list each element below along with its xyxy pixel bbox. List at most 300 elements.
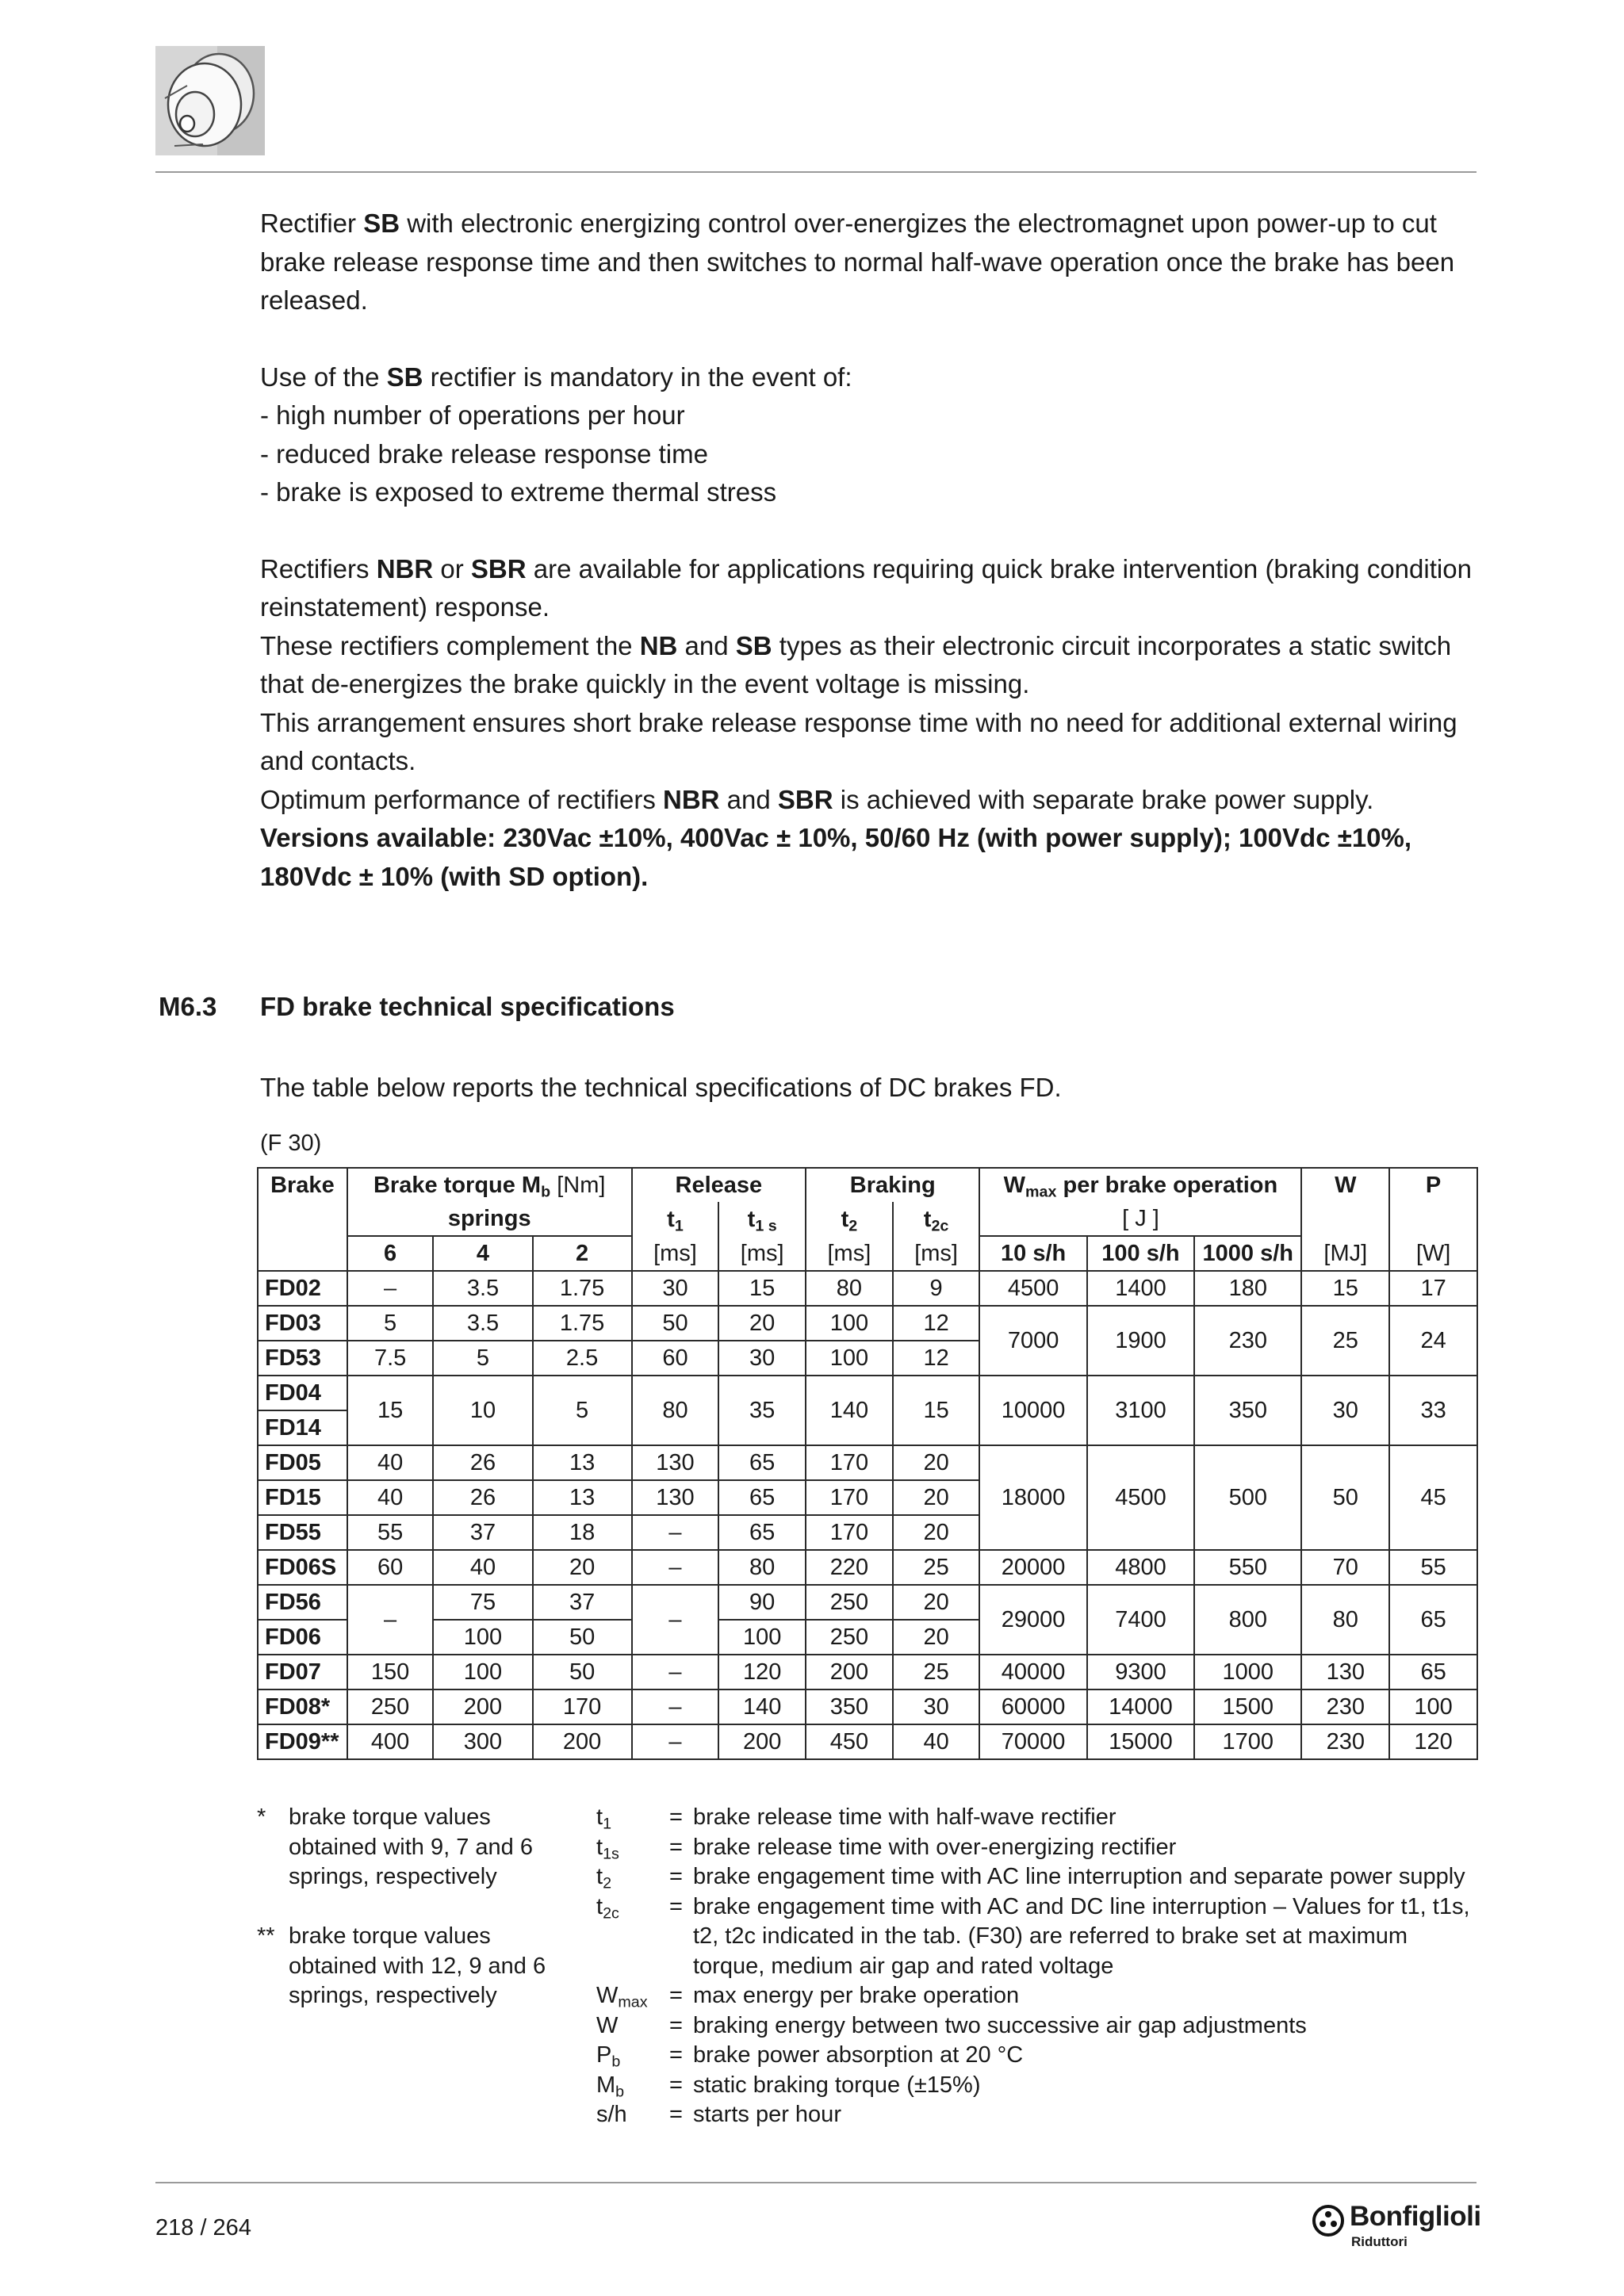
table-cell: 400	[347, 1724, 434, 1759]
table-cell: 5	[433, 1341, 532, 1376]
paragraph-arrangement: This arrangement ensures short brake release response time with no need for additional external wiring and contacts.	[260, 707, 1457, 775]
text-run: Brake torque M	[373, 1173, 542, 1198]
table-cell: 15	[1301, 1271, 1389, 1306]
brand-name: Bonfiglioli	[1350, 2201, 1481, 2232]
brake-model-cell: FD09**	[258, 1724, 347, 1759]
table-cell: 55	[347, 1515, 434, 1550]
table-cell: 50	[632, 1306, 719, 1341]
bold-term: SB	[735, 630, 772, 660]
text-run: These rectifiers complement the	[260, 630, 640, 660]
table-cell: 35	[718, 1376, 806, 1445]
table-cell: 350	[1194, 1376, 1301, 1445]
text-run: Optimum performance of rectifiers	[260, 784, 663, 814]
table-cell: –	[632, 1550, 719, 1585]
header-springs-6: 6	[347, 1236, 434, 1271]
table-cell: –	[632, 1689, 719, 1724]
table-cell: 1900	[1087, 1306, 1194, 1376]
header-unit-mj: [MJ]	[1301, 1236, 1389, 1271]
table-cell: 150	[347, 1655, 434, 1689]
legend-equals: =	[669, 1893, 683, 1919]
subscript: 2	[848, 1217, 858, 1235]
text-run: Rectifier	[260, 209, 364, 238]
table-cell: 50	[533, 1620, 632, 1655]
header-springs-2: 2	[533, 1236, 632, 1271]
legend-symbol	[596, 2100, 669, 2130]
table-cell: 13	[533, 1480, 632, 1515]
table-cell: 250	[347, 1689, 434, 1724]
table-cell: 15	[893, 1376, 980, 1445]
table-cell: 55	[1389, 1550, 1477, 1585]
legend-description: braking energy between two successive air gap adjustments	[693, 2012, 1307, 2038]
legend-entry	[596, 1981, 1484, 2011]
table-cell: 20	[893, 1515, 980, 1550]
table-row	[258, 1655, 1477, 1689]
table-cell: 20	[893, 1585, 980, 1620]
paragraph-nbr-sbr	[260, 550, 1481, 627]
table-cell: 550	[1194, 1550, 1301, 1585]
legend-equals: =	[669, 2042, 683, 2068]
table-cell: –	[632, 1515, 719, 1550]
text-run: are available for applications requiring quick brake intervention (braking condition reinstatement) response.	[260, 553, 1472, 622]
text-run: s/h	[596, 2102, 627, 2127]
table-cell: –	[347, 1585, 434, 1655]
table-cell: 3100	[1087, 1376, 1194, 1445]
brake-model-cell: FD03	[258, 1306, 347, 1341]
header-unit-ms: [ms]	[632, 1236, 719, 1271]
text-run: t	[923, 1206, 932, 1232]
table-cell: 230	[1301, 1724, 1389, 1759]
table-cell: 60000	[979, 1689, 1086, 1724]
header-unit-ms: [ms]	[718, 1236, 806, 1271]
table-cell: 1.75	[533, 1306, 632, 1341]
table-cell: 120	[1389, 1724, 1477, 1759]
subscript: 1	[603, 1815, 612, 1833]
bold-term: NBR	[376, 553, 434, 584]
text-run: Use of the	[260, 362, 387, 392]
list-item: - reduced brake release response time	[260, 438, 708, 469]
brake-model-cell: FD14	[258, 1410, 347, 1445]
table-cell: 80	[806, 1271, 893, 1306]
brake-model-cell: FD15	[258, 1480, 347, 1515]
header-release: Release	[632, 1168, 806, 1202]
table-cell: 65	[718, 1445, 806, 1480]
paragraph-sb-intro	[260, 205, 1481, 320]
legend-description: max energy per brake operation	[693, 1983, 1020, 2008]
text-run: is achieved with separate brake power supply.	[833, 784, 1374, 814]
legend-equals: =	[669, 2072, 683, 2098]
text-run: and	[677, 630, 736, 660]
table-cell: 20	[893, 1620, 980, 1655]
table-cell: 40	[347, 1480, 434, 1515]
table-cell: 7400	[1087, 1585, 1194, 1655]
header-brake-torque	[347, 1168, 632, 1202]
table-cell: 200	[806, 1655, 893, 1689]
table-cell: 37	[433, 1515, 532, 1550]
table-cell: 30	[893, 1689, 980, 1724]
symbol-legend	[596, 1803, 1484, 2130]
brake-model-cell: FD02	[258, 1271, 347, 1306]
footer-rule	[155, 2182, 1477, 2183]
header-rule	[155, 171, 1477, 173]
legend-description: brake engagement time with AC line interruption and separate power supply	[693, 1864, 1465, 1889]
table-cell: 15000	[1087, 1724, 1194, 1759]
legend-entry	[596, 2011, 1484, 2042]
table-cell: 130	[632, 1445, 719, 1480]
subscript: 2c	[931, 1217, 949, 1235]
table-cell: 200	[718, 1724, 806, 1759]
table-cell: 5	[533, 1376, 632, 1445]
table-cell: 1.75	[533, 1271, 632, 1306]
table-cell: 130	[632, 1480, 719, 1515]
table-cell: 65	[1389, 1655, 1477, 1689]
legend-description: static braking torque (±15%)	[693, 2072, 981, 2098]
bold-term: SBR	[470, 553, 527, 584]
subscript: b	[611, 2053, 621, 2071]
table-cell: 12	[893, 1306, 980, 1341]
legend-symbol	[596, 1833, 669, 1863]
table-cell: –	[632, 1724, 719, 1759]
section-title: FD brake technical specifications	[260, 992, 675, 1021]
text-run: Rectifiers	[260, 553, 377, 584]
table-cell: 9	[893, 1271, 980, 1306]
bold-term: SBR	[777, 784, 833, 814]
table-cell: 65	[1389, 1585, 1477, 1655]
bold-term: NB	[639, 630, 678, 660]
header-unit-ms: [ms]	[806, 1236, 893, 1271]
table-header-row	[258, 1236, 1477, 1271]
legend-description: brake power absorption at 20 °C	[693, 2042, 1024, 2068]
table-cell	[1301, 1202, 1389, 1236]
table-cell: 70	[1301, 1550, 1389, 1585]
table-cell: 800	[1194, 1585, 1301, 1655]
table-cell: 10	[433, 1376, 532, 1445]
legend-entry	[596, 1803, 1484, 1833]
table-row	[258, 1376, 1477, 1410]
table-cell: 200	[533, 1724, 632, 1759]
brake-model-cell: FD53	[258, 1341, 347, 1376]
text-run: W	[596, 2012, 619, 2038]
header-springs-4: 4	[433, 1236, 532, 1271]
fd-brake-spec-table	[257, 1167, 1478, 1760]
table-cell: 250	[806, 1585, 893, 1620]
table-cell: 13	[533, 1445, 632, 1480]
brake-model-cell: FD06	[258, 1620, 347, 1655]
header-10sh: 10 s/h	[979, 1236, 1086, 1271]
table-cell: 20	[718, 1306, 806, 1341]
table-cell: 100	[718, 1620, 806, 1655]
brake-model-cell: FD06S	[258, 1550, 347, 1585]
table-cell: 26	[433, 1445, 532, 1480]
page-number: 218 / 264	[155, 2215, 251, 2241]
table-cell: –	[632, 1585, 719, 1655]
table-cell: 140	[718, 1689, 806, 1724]
table-cell: 100	[433, 1655, 532, 1689]
table-cell: 25	[893, 1550, 980, 1585]
subscript: b	[541, 1183, 551, 1201]
table-cell: 80	[632, 1376, 719, 1445]
table-cell: 100	[433, 1620, 532, 1655]
table-cell: 4800	[1087, 1550, 1194, 1585]
table-cell: 170	[533, 1689, 632, 1724]
table-cell: 15	[347, 1376, 434, 1445]
subscript: max	[618, 1993, 648, 2011]
table-cell: 220	[806, 1550, 893, 1585]
table-cell: 60	[632, 1341, 719, 1376]
subscript: max	[1025, 1183, 1057, 1201]
text-run: with electronic energizing control over-energizes the electromagnet upon power-up to cut brake release response time and then switches to normal half-wave operation once the brake has been released.	[260, 209, 1455, 315]
paragraph-complement	[260, 627, 1481, 704]
table-cell: 30	[718, 1341, 806, 1376]
table-header-row	[258, 1202, 1477, 1236]
table-cell	[1389, 1202, 1477, 1236]
table-cell: 25	[1301, 1306, 1389, 1376]
legend-entry	[596, 2100, 1484, 2130]
table-header-row	[258, 1168, 1477, 1202]
table-cell: 40	[347, 1445, 434, 1480]
table-cell: 100	[806, 1341, 893, 1376]
text-run: W	[1003, 1173, 1025, 1198]
text-run: t	[667, 1206, 675, 1232]
table-cell: 1500	[1194, 1689, 1301, 1724]
table-cell: 300	[433, 1724, 532, 1759]
brake-model-cell: FD04	[258, 1376, 347, 1410]
table-cell: 24	[1389, 1306, 1477, 1376]
header-p: P	[1389, 1168, 1477, 1202]
table-cell	[258, 1202, 347, 1236]
table-cell: 20	[893, 1445, 980, 1480]
table-cell: 40000	[979, 1655, 1086, 1689]
table-cell: 90	[718, 1585, 806, 1620]
header-t1	[632, 1202, 719, 1236]
legend-equals: =	[669, 2012, 683, 2038]
legend-equals: =	[669, 1864, 683, 1889]
text-run: t	[596, 1864, 603, 1889]
table-cell: 70000	[979, 1724, 1086, 1759]
text-run: P	[596, 2042, 612, 2068]
brake-motor-icon	[155, 46, 265, 155]
table-cell: 65	[718, 1515, 806, 1550]
table-cell: 20	[893, 1480, 980, 1515]
header-unit-w: [W]	[1389, 1236, 1477, 1271]
table-cell: 130	[1301, 1655, 1389, 1689]
text-run: t	[841, 1206, 849, 1232]
table-cell: 25	[893, 1655, 980, 1689]
brake-model-cell: FD55	[258, 1515, 347, 1550]
table-cell: 45	[1389, 1445, 1477, 1550]
table-cell: 50	[1301, 1445, 1389, 1550]
table-cell: 15	[718, 1271, 806, 1306]
legend-symbol	[596, 1981, 669, 2011]
legend-equals: =	[669, 1983, 683, 2008]
table-cell: 170	[806, 1480, 893, 1515]
subscript: b	[615, 2083, 625, 2101]
brake-model-cell: FD08*	[258, 1689, 347, 1724]
table-cell: 40	[893, 1724, 980, 1759]
table-row	[258, 1306, 1477, 1341]
table-cell: 170	[806, 1445, 893, 1480]
legend-entry	[596, 1862, 1484, 1892]
table-cell: 3.5	[433, 1306, 532, 1341]
table-cell: 4500	[1087, 1445, 1194, 1550]
paragraph-performance	[260, 781, 1481, 820]
table-intro: The table below reports the technical specifications of DC brakes FD.	[260, 1073, 1062, 1102]
table-cell: 100	[806, 1306, 893, 1341]
text-run: or	[433, 553, 471, 584]
table-cell: 33	[1389, 1376, 1477, 1445]
table-cell: 7.5	[347, 1341, 434, 1376]
text-run: W	[596, 1983, 619, 2008]
table-cell: 5	[347, 1306, 434, 1341]
table-cell: 1400	[1087, 1271, 1194, 1306]
subscript: 2	[603, 1874, 612, 1892]
table-cell: 9300	[1087, 1655, 1194, 1689]
text-run: per brake operation	[1056, 1173, 1278, 1198]
section-number: M6.3	[159, 992, 217, 1021]
text-run: types as their electronic circuit incorporates a static switch that de-energizes the brake quickly in the event voltage is missing.	[260, 630, 1452, 698]
table-cell: –	[347, 1271, 434, 1306]
table-cell: 65	[718, 1480, 806, 1515]
header-w: W	[1301, 1168, 1389, 1202]
paragraph-sb-mandatory	[260, 358, 1481, 397]
legend-symbol	[596, 2011, 669, 2042]
table-cell: 14000	[1087, 1689, 1194, 1724]
header-t2c	[893, 1202, 980, 1236]
legend-equals: =	[669, 1804, 683, 1830]
subscript: 2c	[603, 1904, 619, 1923]
table-cell: 17	[1389, 1271, 1477, 1306]
table-cell: 18000	[979, 1445, 1086, 1550]
legend-symbol	[596, 2071, 669, 2101]
table-cell: 1700	[1194, 1724, 1301, 1759]
brand-subtitle: Riduttori	[1351, 2234, 1408, 2249]
header-brake: Brake	[258, 1168, 347, 1202]
table-cell: 230	[1301, 1689, 1389, 1724]
brake-model-cell: FD05	[258, 1445, 347, 1480]
header-t1s	[718, 1202, 806, 1236]
legend-description: starts per hour	[693, 2102, 841, 2127]
legend-entry	[596, 2041, 1484, 2071]
table-cell: 10000	[979, 1376, 1086, 1445]
table-row	[258, 1689, 1477, 1724]
subscript: 1 s	[755, 1217, 777, 1235]
table-cell: 7000	[979, 1306, 1086, 1376]
table-cell: 450	[806, 1724, 893, 1759]
header-joule: [ J ]	[979, 1202, 1301, 1236]
brake-model-cell: FD07	[258, 1655, 347, 1689]
text-run: t	[596, 1834, 603, 1860]
table-cell: 29000	[979, 1585, 1086, 1655]
table-cell: 30	[1301, 1376, 1389, 1445]
legend-symbol	[596, 1803, 669, 1833]
legend-symbol	[596, 1862, 669, 1892]
text-run: M	[596, 2072, 616, 2098]
table-cell: 100	[1389, 1689, 1477, 1724]
table-cell: 20000	[979, 1550, 1086, 1585]
body-text	[260, 205, 1481, 896]
header-100sh: 100 s/h	[1087, 1236, 1194, 1271]
table-row	[258, 1585, 1477, 1620]
brake-model-cell: FD56	[258, 1585, 347, 1620]
table-cell: 20	[533, 1550, 632, 1585]
legend-entry	[596, 1892, 1484, 1982]
bold-term: SB	[363, 209, 400, 238]
table-cell: 250	[806, 1620, 893, 1655]
legend-description: brake engagement time with AC and DC line interruption – Values for t1, t1s, t2, t2c indicated in the tab. (F30) are referred to brake set at maximum torque, medium air gap and rated voltage	[693, 1893, 1470, 1979]
table-cell: 170	[806, 1515, 893, 1550]
table-cell: 1000	[1194, 1655, 1301, 1689]
bonfiglioli-logo	[1312, 2202, 1481, 2258]
table-cell: 230	[1194, 1306, 1301, 1376]
text-run: [Nm]	[550, 1173, 606, 1198]
table-cell: 180	[1194, 1271, 1301, 1306]
table-cell: 80	[718, 1550, 806, 1585]
legend-symbol	[596, 1892, 669, 1982]
header-springs: springs	[347, 1202, 632, 1236]
text-run: rectifier is mandatory in the event of:	[423, 362, 852, 392]
table-cell: 200	[433, 1689, 532, 1724]
list-item: - brake is exposed to extreme thermal stress	[260, 477, 777, 507]
table-cell: –	[632, 1655, 719, 1689]
paragraph-versions: Versions available: 230Vac ±10%, 400Vac ± 10%, 50/60 Hz (with power supply); 100Vdc ±10%, 180Vdc ± 10% (with SD option).	[260, 823, 1412, 891]
table-cell: 18	[533, 1515, 632, 1550]
table-cell: 40	[433, 1550, 532, 1585]
table-cell: 500	[1194, 1445, 1301, 1550]
table-row	[258, 1445, 1477, 1480]
table-cell: 140	[806, 1376, 893, 1445]
header-unit-ms: [ms]	[893, 1236, 980, 1271]
table-cell: 30	[632, 1271, 719, 1306]
bonfiglioli-logo-icon	[1312, 2204, 1345, 2237]
text-run: t	[596, 1804, 603, 1830]
table-cell: 80	[1301, 1585, 1389, 1655]
legend-description: brake release time with over-energizing rectifier	[693, 1834, 1177, 1860]
text-run: t	[596, 1893, 603, 1919]
legend-equals: =	[669, 1834, 683, 1860]
table-row	[258, 1271, 1477, 1306]
legend-symbol	[596, 2041, 669, 2071]
table-cell: 12	[893, 1341, 980, 1376]
text-run: t	[747, 1206, 756, 1232]
bold-term: SB	[386, 362, 423, 392]
table-cell: 2.5	[533, 1341, 632, 1376]
table-cell: 3.5	[433, 1271, 532, 1306]
subscript: 1s	[603, 1845, 619, 1863]
table-cell: 120	[718, 1655, 806, 1689]
table-cell: 4500	[979, 1271, 1086, 1306]
table-cell	[258, 1236, 347, 1271]
figure-reference: (F 30)	[260, 1131, 322, 1156]
legend-entry	[596, 2071, 1484, 2101]
table-cell: 50	[533, 1655, 632, 1689]
table-cell: 26	[433, 1480, 532, 1515]
bold-term: NBR	[663, 784, 720, 814]
table-row	[258, 1724, 1477, 1759]
table-cell: 75	[433, 1585, 532, 1620]
header-braking: Braking	[806, 1168, 979, 1202]
header-t2	[806, 1202, 893, 1236]
legend-entry	[596, 1833, 1484, 1863]
legend-equals: =	[669, 2102, 683, 2127]
header-1000sh: 1000 s/h	[1194, 1236, 1301, 1271]
header-wmax	[979, 1168, 1301, 1202]
text-run: and	[719, 784, 778, 814]
list-item: - high number of operations per hour	[260, 400, 685, 430]
table-cell: 60	[347, 1550, 434, 1585]
legend-description: brake release time with half-wave rectifier	[693, 1804, 1116, 1830]
table-cell: 350	[806, 1689, 893, 1724]
table-row	[258, 1550, 1477, 1585]
table-cell: 37	[533, 1585, 632, 1620]
